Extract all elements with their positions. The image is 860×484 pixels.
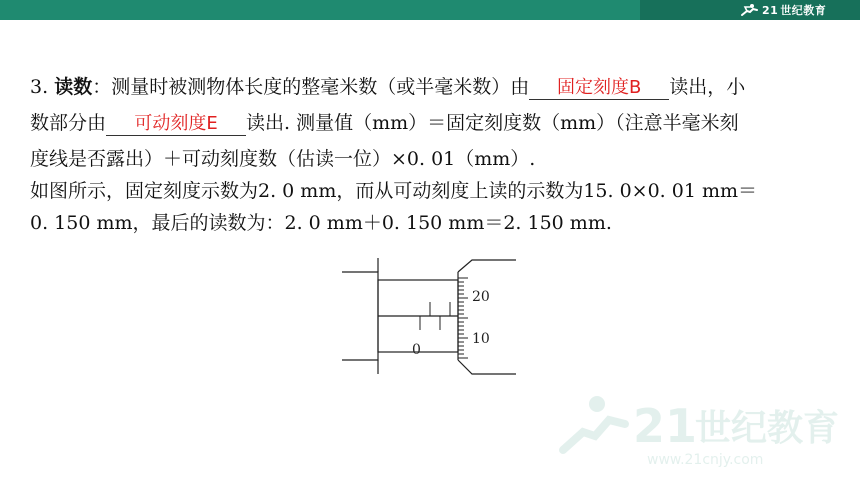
text-2: 读出，小 <box>669 76 746 98</box>
text-7: 0. 150 mm，最后的读数为：2. 0 mm＋0. 150 mm＝2. 150 mm. <box>30 212 612 234</box>
item-colon: ： <box>92 76 112 98</box>
fixed-scale-zero-label: 0 <box>412 342 421 358</box>
thimble-scale-ticks <box>458 278 468 358</box>
watermark-url: www.21cnjy.com <box>647 452 764 468</box>
thimble-label-20: 20 <box>472 289 490 305</box>
watermark-name: 世纪教育 <box>695 408 840 449</box>
answer-blank-fixed-scale: 固定刻度B <box>529 77 669 100</box>
brand-number: 21 <box>762 3 779 17</box>
watermark-runner-icon <box>563 396 625 450</box>
item-title: 读数 <box>54 76 93 98</box>
brand-name: 世纪教育 <box>780 4 827 17</box>
header-bar <box>0 0 860 20</box>
text-3: 数部分由 <box>30 112 107 134</box>
thimble <box>458 260 516 374</box>
watermark-number: 21 <box>633 399 698 453</box>
text-1: 测量时被测物体长度的整毫米数（或半毫米数）由 <box>111 76 530 98</box>
brand-logo <box>738 2 826 18</box>
line-4 <box>30 176 757 203</box>
thimble-label-10: 10 <box>472 331 490 347</box>
watermark <box>555 390 845 470</box>
frame-outline <box>342 258 378 374</box>
line-3 <box>30 144 535 171</box>
text-5: 度线是否露出）＋可动刻度数（估读一位）×0. 01（mm）. <box>30 148 536 170</box>
text-4: 读出. 测量值（mm）＝固定刻度数（mm）（注意半毫米刻 <box>246 112 739 134</box>
text-6: 如图所示，固定刻度示数为2. 0 mm，而从可动刻度上读的示数为15. 0×0. 01 mm＝ <box>30 180 758 202</box>
runner-icon <box>738 3 760 17</box>
line-2 <box>30 108 739 136</box>
micrometer-diagram <box>320 250 540 390</box>
answer-blank-thimble-scale: 可动刻度E <box>106 113 246 136</box>
item-number: 3. <box>30 76 49 98</box>
line-1 <box>30 72 745 100</box>
line-5 <box>30 208 612 235</box>
